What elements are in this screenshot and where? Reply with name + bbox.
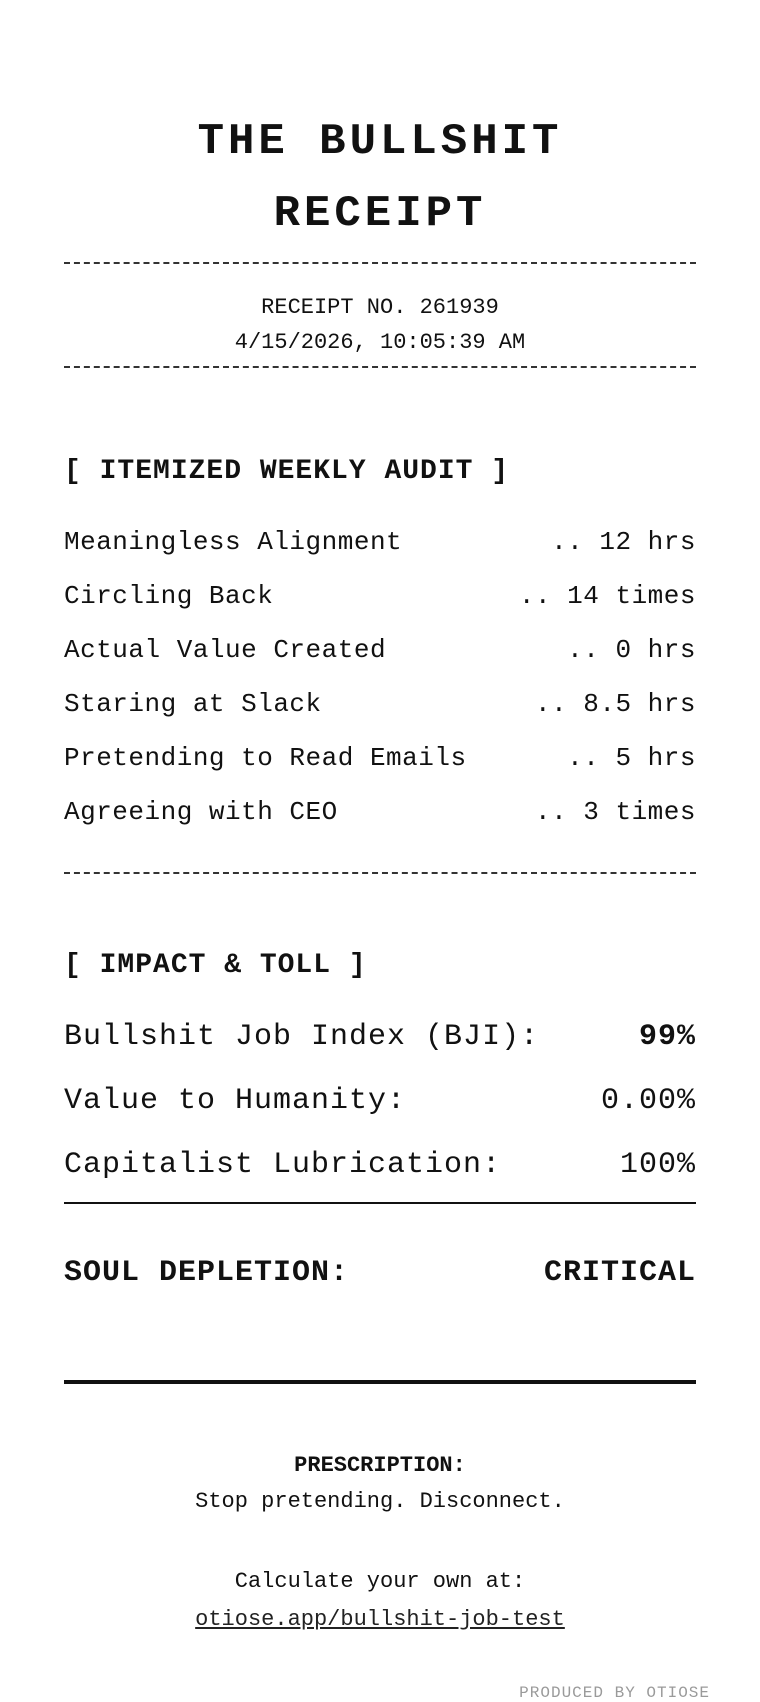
impact-row-bji <box>64 1005 696 1069</box>
receipt-datetime: 4/15/2026, 10:05:39 AM <box>234 330 526 355</box>
receipt-title <box>0 106 760 250</box>
impact-section-title: [ IMPACT & TOLL ] <box>64 950 367 981</box>
audit-item-label: Meaningless Alignment <box>64 527 403 557</box>
audit-item-value: .. 12 hrs <box>551 527 696 557</box>
dashed-divider <box>64 262 696 264</box>
audit-item-value: .. 5 hrs <box>567 743 696 773</box>
soul-depletion-value: CRITICAL <box>543 1256 696 1290</box>
test-link[interactable]: otiose.app/bullshit-job-test <box>195 1607 565 1632</box>
impact-label: Bullshit Job Index (BJI): <box>64 1020 540 1054</box>
prescription <box>0 1448 760 1520</box>
audit-item <box>64 785 696 839</box>
audit-section-title: [ ITEMIZED WEEKLY AUDIT ] <box>64 456 510 487</box>
impact-value: 0.00% <box>600 1084 696 1118</box>
audit-item-value: .. 3 times <box>534 797 696 827</box>
soul-depletion-label: SOUL DEPLETION: <box>64 1256 350 1290</box>
audit-item <box>64 677 696 731</box>
audit-item-label: Staring at Slack <box>64 689 322 719</box>
impact-value: 99% <box>638 1020 696 1054</box>
impact-label: Capitalist Lubrication: <box>64 1148 502 1182</box>
receipt-number: RECEIPT NO. 261939 <box>261 295 499 320</box>
audit-item <box>64 515 696 569</box>
audit-item-value: .. 14 times <box>518 581 696 611</box>
calculate-cta <box>0 1563 760 1639</box>
audit-items <box>64 515 696 839</box>
dashed-divider <box>64 872 696 874</box>
thick-divider <box>64 1380 696 1384</box>
soul-depletion <box>64 1256 696 1290</box>
audit-item-label: Actual Value Created <box>64 635 387 665</box>
title-line-1: THE BULLSHIT <box>197 117 563 167</box>
dashed-divider <box>64 366 696 368</box>
audit-item-value: .. 8.5 hrs <box>534 689 696 719</box>
audit-item-value: .. 0 hrs <box>567 635 696 665</box>
prescription-text: Stop pretending. Disconnect. <box>195 1489 565 1514</box>
audit-item-label: Pretending to Read Emails <box>64 743 467 773</box>
impact-row-capitalist-lubrication <box>64 1133 696 1197</box>
title-line-2: RECEIPT <box>273 189 487 239</box>
prescription-label: PRESCRIPTION: <box>294 1453 466 1478</box>
impact-value: 100% <box>619 1148 696 1182</box>
audit-item <box>64 623 696 677</box>
impact-rows <box>64 1005 696 1197</box>
audit-item-label: Circling Back <box>64 581 274 611</box>
produced-by: PRODUCED BY OTIOSE <box>519 1684 710 1702</box>
solid-divider <box>64 1202 696 1204</box>
impact-label: Value to Humanity: <box>64 1084 407 1118</box>
impact-row-value-to-humanity <box>64 1069 696 1133</box>
calculate-label: Calculate your own at: <box>234 1569 526 1594</box>
audit-item-label: Agreeing with CEO <box>64 797 338 827</box>
receipt-meta <box>0 290 760 360</box>
audit-item <box>64 569 696 623</box>
audit-item <box>64 731 696 785</box>
